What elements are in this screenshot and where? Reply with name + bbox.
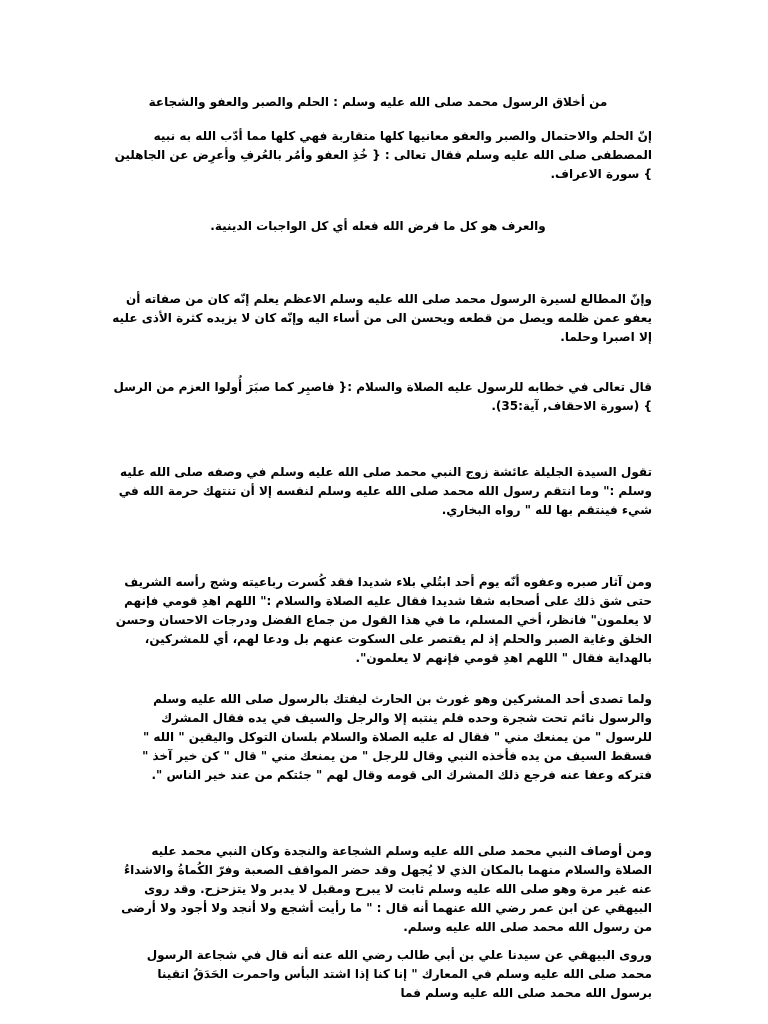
paragraph-8: ومن أوصاف النبي محمد صلى الله عليه وسلم الشجاعة والنجدة وكان النبي محمد عليه الصلاة والسلام منهما بالمكان الذي لا يُجهل وقد حضر المواقف الصعبة وفرّ الكُماةُ والاشداءُ عنه غير مرة وهو صلى الله عليه وسلم ثابت لا يبرح ومقبل لا يدبر ولا يتزحزح. وقد روى البيهقي عن ابن عمر رضي الله عنهما أنه قال : " ما رأيت أشجع ولا أنجد ولا أجود ولا أرضى من رسول الله محمد صلى الله عليه وسلم. <box>121 844 652 934</box>
paragraph-7: ولما تصدى أحد المشركين وهو غورث بن الحارث ليفتك بالرسول صلى الله عليه وسلم والرسول نائم تحت شجرة وحده فلم ينتبه إلا والرجل والسيف في يده فقال المشرك للرسول " من يمنعك مني " فقال له عليه الصلاة والسلام بلسان التوكل واليقين " الله " فسقط السيف من يده فأخذه النبي وقال للرجل " من يمنعك مني " قال " كن خير آخذ " فتركه وعفا عنه فرجع ذلك المشرك الى قومه وقال لهم " جئتكم من عند خير الناس ". <box>142 692 652 782</box>
paragraph-1: إنّ الحلم والاحتمال والصبر والعفو معانيها كلها متقاربة فهي كلها مما أدّب الله به نبيه المصطفى صلى الله عليه وسلم فقال تعالى : { خُذِ العفو وأمُر بالعُرفِ وأعرِض عن الجاهلين } سورة الاعراف. <box>114 129 652 181</box>
paragraph-3: وإنّ المطالع لسيرة الرسول محمد صلى الله عليه وسلم الاعظم يعلم إنّه كان من صفاته أن يعفو عمن ظلمه ويصل من قطعه ويحسن الى من أساء اليه وإنّه كان لا يزيده كثرة الأذى عليه إلا اصبرا وحلما. <box>112 292 652 344</box>
paragraph-6: ومن آثار صبره وعفوه أنّه يوم أحد ابتُلي بلاء شديدا فقد كُسرت رباعيته وشج رأسه الشريف حتى شق ذلك على أصحابه شقا شديدا فقال عليه الصلاة والسلام :" اللهم اهدِ قومي فإنهم لا يعلمون" فانظر، أخي المسلم، ما في هذا القول من جماع الفضل ودرجات الاحسان وحسن الخلق وغاية الصبر والحلم إذ لم يقتصر على السكوت عنهم بل ودعا لهم، أي للمشركين، بالهداية فقال " اللهم اهدِ قومي فإنهم لا يعلمون". <box>115 575 652 665</box>
paragraph-2: والعرف هو كل ما فرض الله فعله أي كل الواجبات الدينية. <box>210 219 546 233</box>
paragraph-4: قال تعالى في خطابه للرسول عليه الصلاة والسلام :{ فاصبِر كما صبَرَ أُولوا العزم من الرسل } (سورة الاحقاف, آية:35). <box>113 380 652 413</box>
paragraph-5: تقول السيدة الجليلة عائشة زوج النبي محمد صلى الله عليه وسلم في وصفه صلى الله عليه وسلم :" وما انتقم رسول الله محمد صلى الله عليه وسلم لنفسه إلا أن تنتهك حرمة الله في شيء فينتقم بها لله " رواه البخاري. <box>118 465 652 517</box>
document-title: من أخلاق الرسول محمد صلى الله عليه وسلم : الحلم والصبر والعفو والشجاعة <box>148 95 608 109</box>
paragraph-9: وروى البيهقي عن سيدنا علي بن أبي طالب رضي الله عنه أنه قال في شجاعة الرسول محمد صلى الله عليه وسلم في المعارك " إنا كنا إذا اشتد البأس واحمرت الحَدَقُ اتقينا برسول الله محمد صلى الله عليه وسلم فما <box>146 948 652 1000</box>
